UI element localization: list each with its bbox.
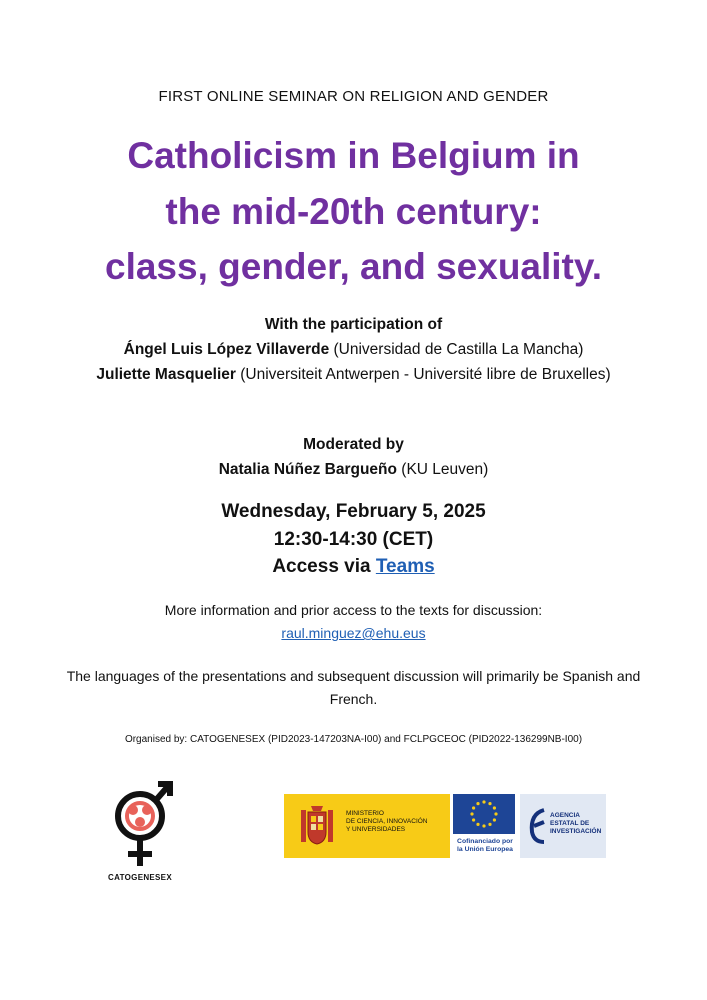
languages-note: The languages of the presentations and subsequent discussion will primarily be Spanish and French. <box>66 668 641 708</box>
moderation-heading: Moderated by <box>303 436 404 453</box>
title-line-1: Catholicism in Belgium in <box>127 135 580 176</box>
ministry-text <box>346 810 428 834</box>
aei-line-1: AGENCIA <box>550 812 580 819</box>
event-details <box>0 498 707 581</box>
speaker-2-affiliation: (Universiteit Antwerpen - Université libre de Bruxelles) <box>240 365 611 383</box>
aei-line-3: INVESTIGACIÓN <box>550 828 602 836</box>
ministry-line-1: MINISTERIO <box>346 810 384 817</box>
ministry-line-3: Y UNIVERSIDADES <box>346 826 406 834</box>
catogenesex-logo-icon <box>102 776 178 872</box>
speaker-1 <box>60 338 647 363</box>
event-date: Wednesday, February 5, 2025 <box>221 501 486 522</box>
moderator-name: Natalia Núñez Bargueño <box>218 460 397 478</box>
eu-line-1: Cofinanciado por <box>457 838 513 845</box>
contact-email-link[interactable]: raul.minguez@ehu.eus <box>281 625 426 642</box>
title-line-2: the mid-20th century: <box>165 190 542 232</box>
eu-flag-icon <box>453 794 515 834</box>
eu-cofunding-text <box>453 838 517 854</box>
seminar-title <box>0 128 707 295</box>
ministry-logo <box>284 794 450 858</box>
aei-text <box>550 812 601 836</box>
organisers-note: Organised by: CATOGENESEX (PID2023-147203NA-I00) and FCLPGCEOC (PID2022-136299NB-I00) <box>124 734 583 745</box>
event-access <box>0 553 707 581</box>
access-prefix: Access via <box>272 556 371 578</box>
speaker-2 <box>60 363 647 388</box>
eu-line-2: la Unión Europea <box>457 846 513 854</box>
event-time: 12:30-14:30 (CET) <box>273 528 434 550</box>
catogenesex-label: CATOGENESEX <box>108 873 172 882</box>
moderation-section <box>60 433 647 483</box>
speaker-1-name: Ángel Luis López Villaverde <box>123 340 330 358</box>
speaker-2-name: Juliette Masquelier <box>96 365 236 383</box>
info-section <box>60 599 647 645</box>
aei-line-2: ESTATAL DE <box>550 820 590 828</box>
seminar-kicker: FIRST ONLINE SEMINAR ON RELIGION AND GENDER <box>158 88 549 105</box>
participation-heading: With the participation of <box>264 316 443 333</box>
moderator <box>60 458 647 483</box>
aei-logo <box>520 794 606 858</box>
participation-section <box>60 313 647 387</box>
moderator-affiliation: (KU Leuven) <box>401 460 489 478</box>
ministry-line-2: DE CIENCIA, INNOVACIÓN <box>346 818 428 826</box>
teams-link[interactable]: Teams <box>375 556 435 578</box>
title-line-3: class, gender, and sexuality. <box>105 246 602 287</box>
aei-mark-icon <box>526 804 548 848</box>
spain-coat-of-arms-icon <box>298 804 336 848</box>
speaker-1-affiliation: (Universidad de Castilla La Mancha) <box>333 340 584 358</box>
info-text: More information and prior access to the texts for discussion: <box>164 602 543 618</box>
